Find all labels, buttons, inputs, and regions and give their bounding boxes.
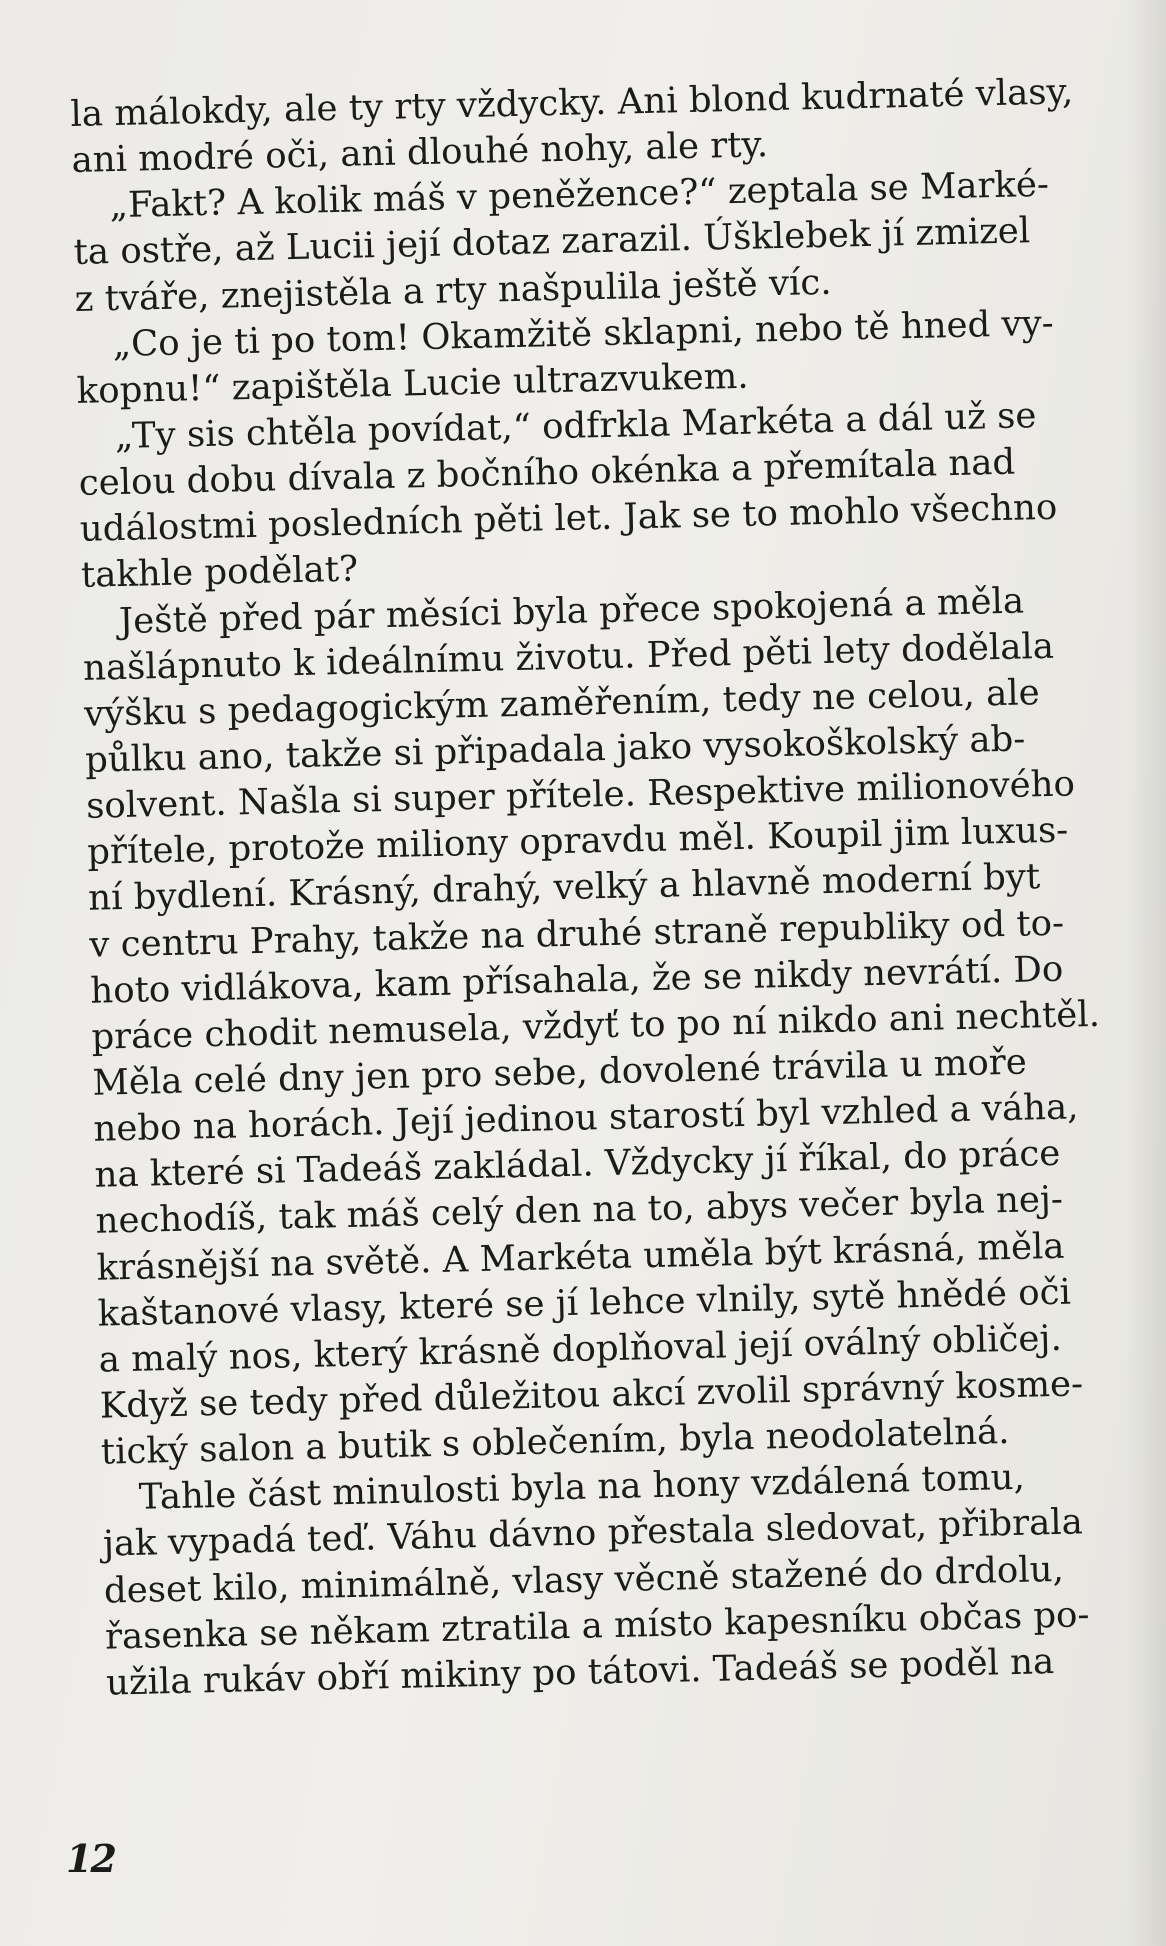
text-line: „Co je ti po tom! Okamžitě sklapni, nebo tě hned vy- (112, 302, 1055, 365)
text-line: půlku ano, takže si připadala jako vysokoškolský ab- (84, 718, 1026, 781)
text-line: deset kilo, minimálně, vlasy věcně stažené do drdolu, (103, 1548, 1065, 1612)
text-line: takhle podělat? (80, 549, 359, 597)
text-line: práce chodit nemusela, vždyť to po ní nikdo ani nechtěl. (90, 993, 1101, 1058)
text-line: solvent. Našla si super přítele. Respektive milionového (85, 763, 1076, 827)
text-line: Tahle část minulosti byla na hony vzdálená tomu, (138, 1456, 1026, 1519)
text-line: našlápnuto k ideálnímu životu. Před pěti lety dodělala (82, 625, 1055, 689)
text-line: Měla celé dny jen pro sebe, dovolené trávila u moře (92, 1041, 1028, 1104)
text-line: z tváře, znejistěla a rty našpulila ještě víc. (74, 261, 832, 320)
text-line: výšku s pedagogickým zaměřením, tedy ne celou, ale (83, 671, 1041, 735)
text-line: přítele, protože miliony opravdu měl. Koupil jim luxus- (86, 809, 1069, 874)
text-line: Když se tedy před důležitou akcí zvolil správný kosme- (99, 1363, 1084, 1427)
text-line: událostmi posledních pěti let. Jak se to mohlo všechno (79, 486, 1058, 551)
text-line: ani modré oči, ani dlouhé nohy, ale rty. (71, 124, 769, 182)
text-line: nechodíš, tak máš celý den na to, abys večer byla nej- (95, 1179, 1064, 1243)
body-text (70, 71, 1101, 1706)
text-line: na které si Tadeáš zakládal. Vždycky jí říkal, do práce (94, 1133, 1061, 1196)
text-line: ní bydlení. Krásný, drahý, velký a hlavně moderní byt (87, 856, 1041, 920)
text-line: „Fakt? A kolik máš v peněžence?“ zeptala se Marké- (109, 164, 1050, 227)
text-line: kaštanové vlasy, které se jí lehce vlnily, sytě hnědé oči (97, 1271, 1072, 1335)
text-line: řasenka se někam ztratila a místo kapesníku občas po- (104, 1593, 1090, 1658)
text-line: užila rukáv obří mikiny po tátovi. Tadeáš se poděl na (105, 1640, 1055, 1704)
text-line: Ještě před pár měsíci byla přece spokojená a měla (118, 580, 1025, 642)
text-line: la málokdy, ale ty rty vždycky. Ani blond kudrnaté vlasy, (70, 71, 1074, 135)
text-line: „Ty sis chtěla povídat,“ odfrkla Markéta a dál už se (114, 395, 1037, 458)
text-line: jak vypadá teď. Váhu dávno přestala sledovat, přibrala (102, 1501, 1084, 1565)
text-line: kopnu!“ zapištěla Lucie ultrazvukem. (76, 355, 750, 412)
text-line: hoto vidlákova, kam přísahala, že se nikdy nevrátí. Do (89, 948, 1064, 1012)
text-line: v centru Prahy, takže na druhé straně republiky od to- (88, 902, 1065, 966)
text-line: nebo na horách. Její jedinou starostí byl vzhled a váha, (93, 1086, 1079, 1150)
text-line: a malý nos, který krásně doplňoval její oválný obličej. (98, 1317, 1063, 1381)
page-number: 12 (66, 1836, 115, 1881)
text-line: tický salon a butik s oblečením, byla neodolatelná. (100, 1411, 1010, 1473)
text-line: celou dobu dívala z bočního okénka a přemítala nad (78, 441, 1016, 505)
text-line: krásnější na světě. A Markéta uměla být krásná, měla (96, 1225, 1065, 1289)
text-line: ta ostře, až Lucii její dotaz zarazil. Úšklebek jí zmizel (73, 210, 1031, 274)
